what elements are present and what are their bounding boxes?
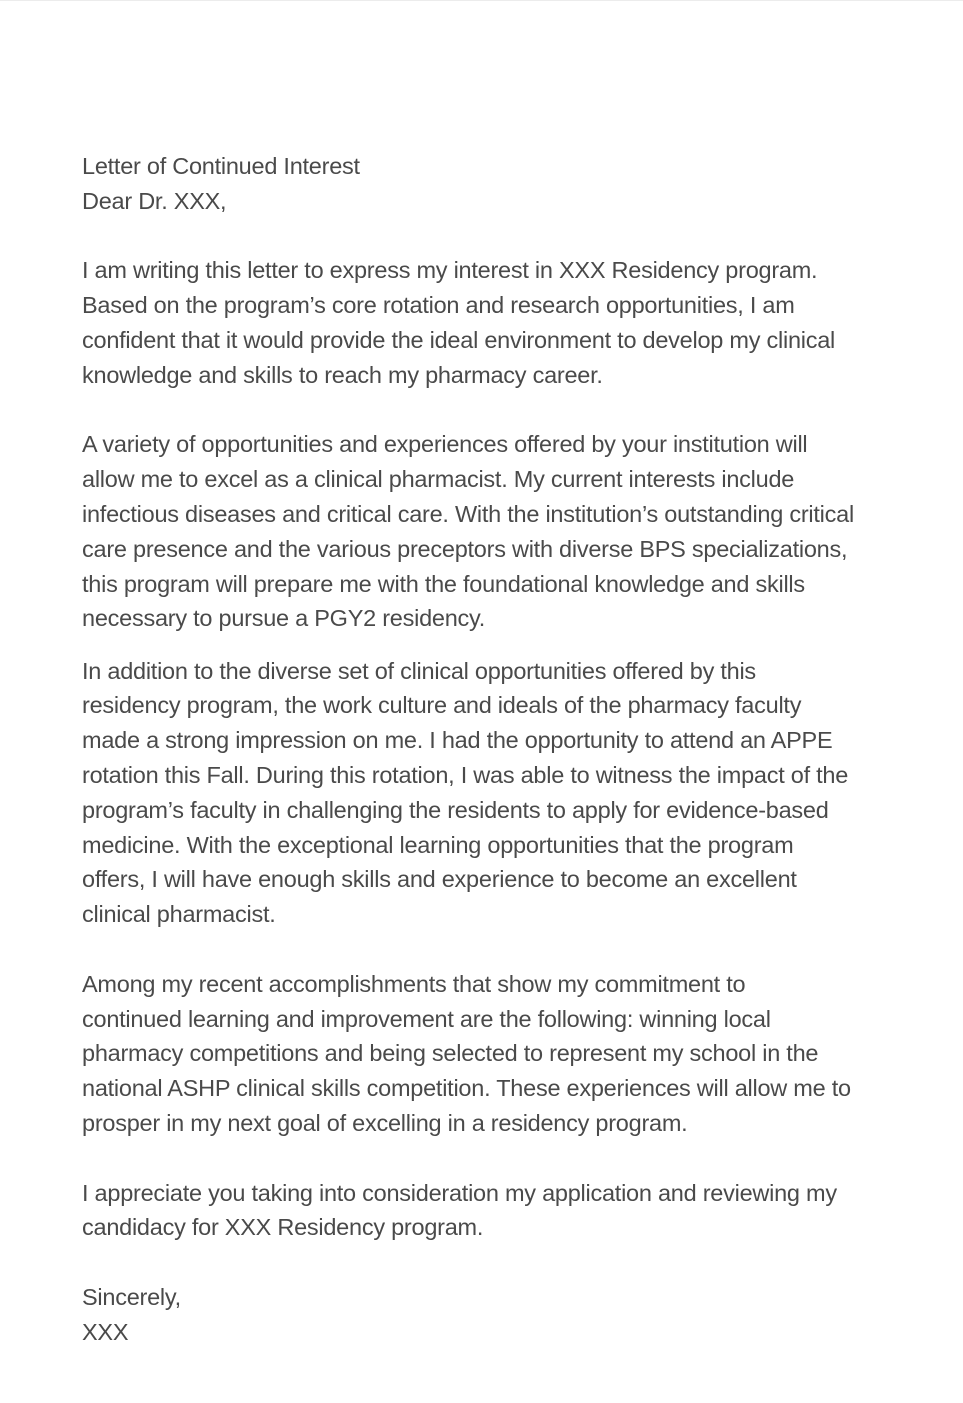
paragraph-line: In addition to the diverse set of clinical opportunities offered by this bbox=[82, 657, 756, 684]
closing: Sincerely, bbox=[82, 1283, 181, 1310]
paragraph-line: confident that it would provide the ideal environment to develop my clinical bbox=[82, 326, 836, 353]
paragraph-1 bbox=[82, 253, 882, 392]
paragraph-line: continued learning and improvement are the following: winning local bbox=[82, 1005, 771, 1032]
paragraph-line: I appreciate you taking into consideration my application and reviewing my bbox=[82, 1179, 837, 1206]
paragraph-line: Based on the program’s core rotation and research opportunities, I am bbox=[82, 292, 795, 319]
paragraph-line: offers, I will have enough skills and experience to become an excellent bbox=[82, 866, 797, 893]
paragraph-line: clinical pharmacist. bbox=[82, 901, 276, 928]
paragraph-line: rotation this Fall. During this rotation, I was able to witness the impact of the bbox=[82, 761, 849, 788]
paragraph-line: knowledge and skills to reach my pharmacy career. bbox=[82, 361, 603, 388]
paragraph-line: program’s faculty in challenging the residents to apply for evidence-based bbox=[82, 796, 829, 823]
paragraph-2 bbox=[82, 427, 882, 636]
paragraph-line: national ASHP clinical skills competition. These experiences will allow me to bbox=[82, 1075, 851, 1102]
salutation: Dear Dr. XXX, bbox=[82, 187, 227, 214]
paragraph-line: care presence and the various preceptors with diverse BPS specializations, bbox=[82, 535, 848, 562]
paragraph-5 bbox=[82, 1176, 882, 1246]
paragraph-line: this program will prepare me with the foundational knowledge and skills bbox=[82, 570, 805, 597]
paragraph-3 bbox=[82, 654, 882, 932]
signature: XXX bbox=[82, 1318, 129, 1345]
paragraph-line: infectious diseases and critical care. With the institution’s outstanding critical bbox=[82, 500, 854, 527]
paragraph-line: I am writing this letter to express my interest in XXX Residency program. bbox=[82, 257, 818, 284]
paragraph-line: necessary to pursue a PGY2 residency. bbox=[82, 605, 486, 632]
paragraph-line: pharmacy competitions and being selected to represent my school in the bbox=[82, 1040, 819, 1067]
paragraph-line: allow me to excel as a clinical pharmacist. My current interests include bbox=[82, 466, 795, 493]
letter-title: Letter of Continued Interest bbox=[82, 153, 360, 179]
letter-body bbox=[82, 149, 882, 1349]
paragraph-line: candidacy for XXX Residency program. bbox=[82, 1214, 484, 1241]
paragraph-line: made a strong impression on me. I had the opportunity to attend an APPE bbox=[82, 727, 833, 754]
paragraph-line: A variety of opportunities and experiences offered by your institution will bbox=[82, 431, 808, 458]
paragraph-line: residency program, the work culture and ideals of the pharmacy faculty bbox=[82, 692, 802, 719]
paragraph-line: medicine. With the exceptional learning opportunities that the program bbox=[82, 831, 794, 858]
paragraph-line: Among my recent accomplishments that show my commitment to bbox=[82, 970, 746, 997]
paragraph-line: prosper in my next goal of excelling in a residency program. bbox=[82, 1109, 688, 1136]
paragraph-4 bbox=[82, 967, 882, 1141]
